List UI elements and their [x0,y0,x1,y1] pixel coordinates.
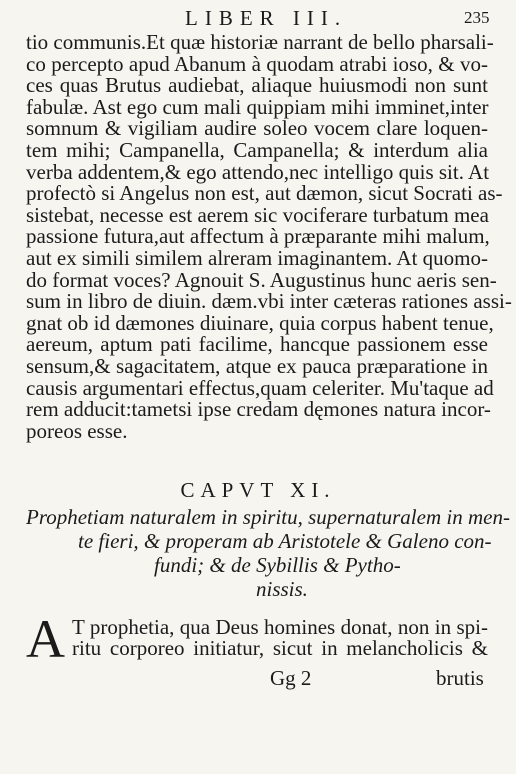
chapter-opening-paragraph [26,609,488,669]
text-line: aereum, aptum pati facilime, hancque passionem esse [26,332,488,357]
text-line: co percepto apud Abanum à quodam atrabi ioso, & vo- [26,51,488,76]
running-head [0,4,516,30]
text-line: verba addentem,& ego attendo,nec intelligo quis sit. At [26,159,490,184]
running-title: LIBER III. [185,6,348,30]
text-line: aut ex simili similem alreram imaginantem. At quomo- [26,245,488,270]
text-line: do format voces? Agnouit S. Augustinus hunc aeris sen- [26,267,497,292]
text-line: tem mihi; Campanella, Campanella; & interdum alia [26,137,488,162]
chapter-heading: CAPVT XI. [180,478,336,502]
page-number: 235 [464,8,490,27]
text-line: sistebat, necesse est aerem sic vociferare turbatum mea [26,202,489,227]
summary-line: fundi; & de Sybillis & Pytho- [154,553,401,577]
catchword: brutis [436,666,484,690]
chapter-summary [26,505,510,601]
text-line: T prophetia, qua Deus homines donat, non in spi- [72,615,488,639]
text-line: gnat ob id dæmones diuinare, quia corpus habent tenue, [26,310,494,335]
signature-mark: Gg 2 [270,666,312,690]
text-line: fabulæ. Ast ego cum mali quippiam mihi imminet,inter [26,94,489,119]
page-footer [0,666,516,690]
text-line: ritu corporeo initiatur, sicut in melancholicis & [72,636,488,660]
text-line: sum in libro de diuin. dæm.vbi inter cæteras rationes assi- [26,289,512,314]
text-line: sensum,& sagacitatem, atque ex pauca præparatione in [26,353,488,378]
text-line: ces quas Brutus audiebat, aliaque huiusmodi non sunt [26,73,488,98]
text-line: tio communis.Et quæ historiæ narrant de bello pharsali- [26,30,494,54]
summary-line: Prophetiam naturalem in spiritu, supernaturalem in men- [26,505,510,529]
text-line: passione futura,aut affectum à præparante mihi malum, [26,224,490,249]
summary-line: te fieri, & properam ab Aristotele & Galeno con- [78,529,492,553]
body-paragraph [26,30,512,443]
text-line: causis argumentari effectus,quam celeriter. Mu'taque ad [26,375,494,400]
text-line: profectò si Angelus non est, aut dæmon, sicut Socrati as- [26,181,503,206]
drop-cap: A [26,609,65,669]
text-line: rem adducit:tametsi ipse credam dęmones natura incor- [26,397,491,422]
summary-line: nissis. [256,577,308,601]
text-line: poreos esse. [26,418,128,443]
text-line: somnum & vigiliam audire soleo vocem clare loquen- [26,116,488,141]
